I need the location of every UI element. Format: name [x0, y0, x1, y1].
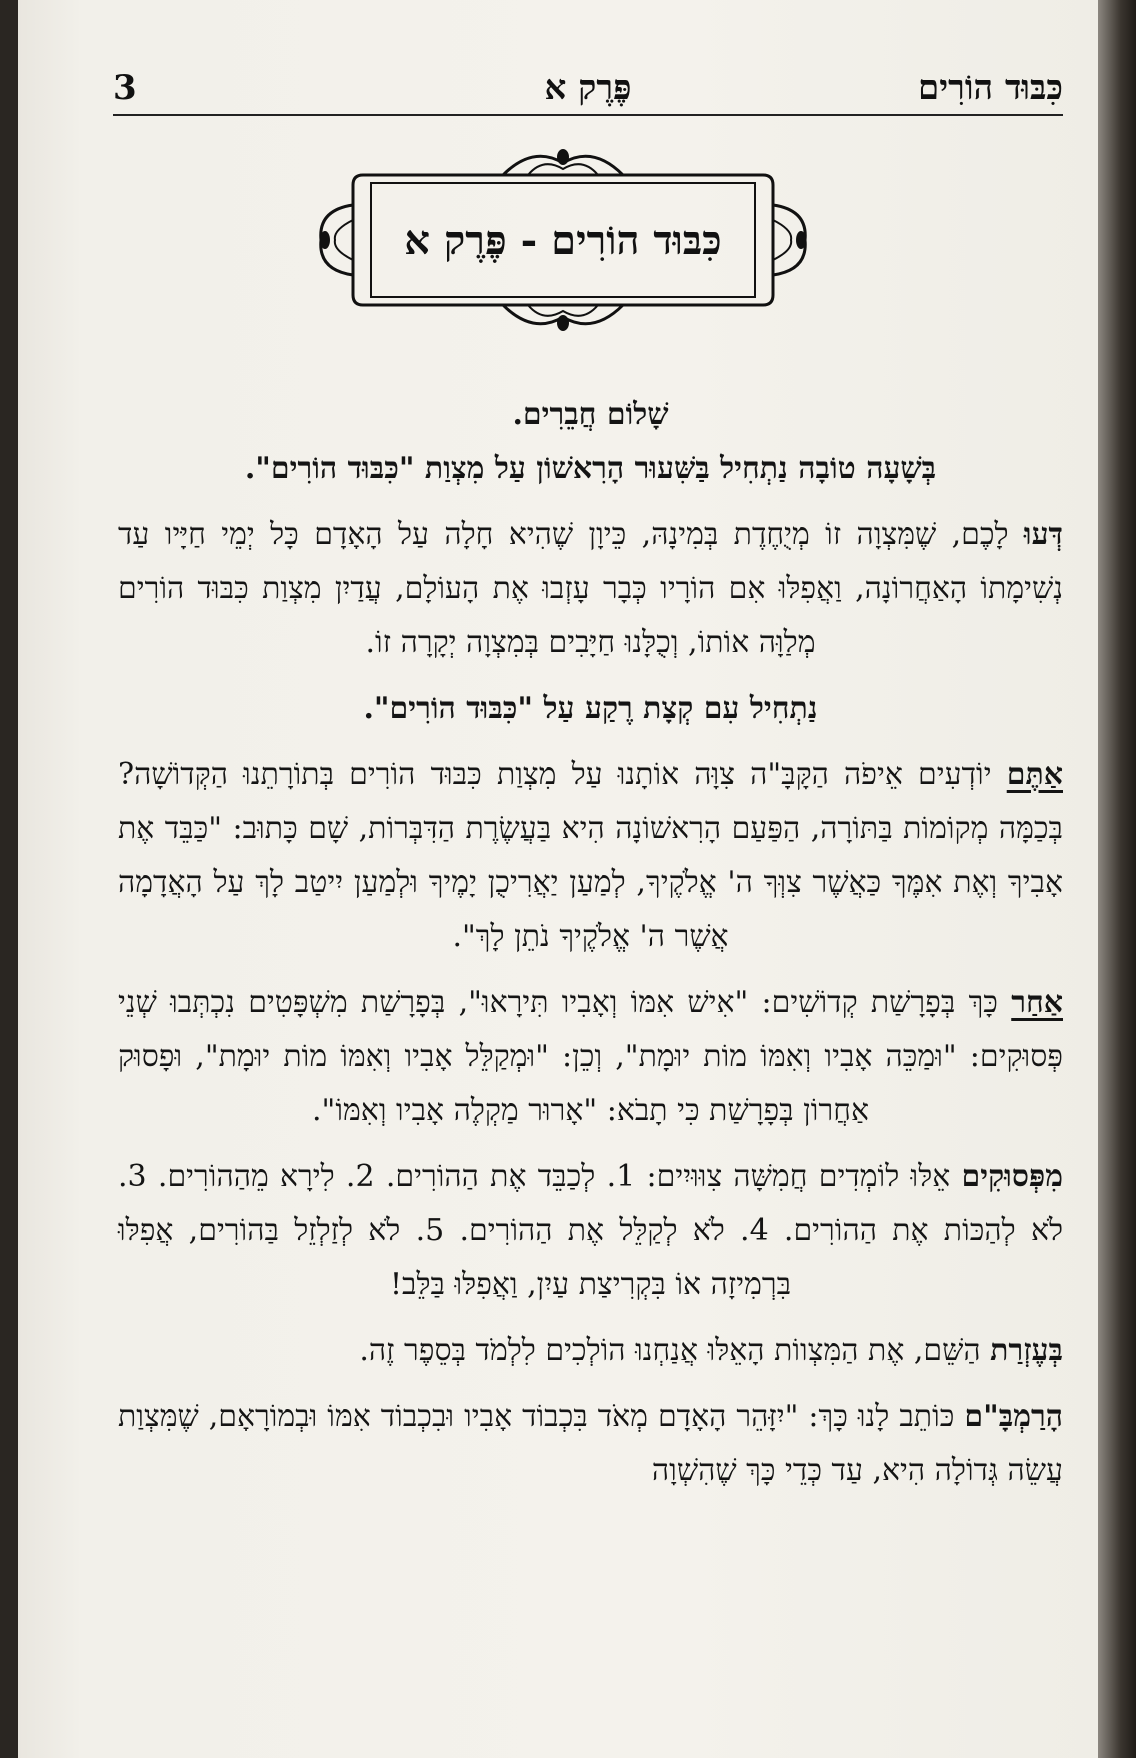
book-title: כִּבּוּד הוֹרִים	[918, 68, 1063, 108]
paragraph-4-text: אֵלּוּ לוֹמְדִים חֲמִשָּׁה צִוּוּיִים: 1. לְכַבֵּד אֶת הַהוֹרִים. 2. לִירָא מֵהַהוֹרִים. 3. לֹא לְהַכּוֹת אֶת הַהוֹרִים. 4. לֹא לְקַלֵּל אֶת הַהוֹרִים. 5. לֹא לְזַלְזֵל בַּהוֹרִים, אֲפִלּוּ בִּרְמִיזָה אוֹ בִּקְרִיצַת עַיִן, וַאֲפִלּוּ בַּלֵּב!	[118, 1159, 1063, 1302]
paragraph-3-text: כָּךְ בְּפָרָשַׁת קְדוֹשִׁים: "אִישׁ אִמּוֹ וְאָבִיו תִּירָאוּ", בְּפָרָשַׁת מִשְׁפָּטִים נִכְתְּבוּ שְׁנֵי פְּסוּקִים: "וּמַכֵּה אָבִיו וְאִמּוֹ מוֹת יוּמָת", וְכֵן: "וּמְקַלֵּל אָבִיו וְאִמּוֹ מוֹת יוּמָת", וּפָסוּק אַחֲרוֹן בְּפָרָשַׁת כִּי תָבֹא: "אָרוּר מַקְלֶה אָבִיו וְאִמּוֹ".	[118, 985, 1063, 1128]
subheading: נַתְחִיל עִם קְצָת רֶקַע עַל "כִּבּוּד הוֹרִים".	[363, 691, 818, 726]
intro-line: בְּשָׁעָה טוֹבָה נַתְחִיל בַּשִּׁעוּר הָרִאשׁוֹן עַל מִצְוַת "כִּבּוּד הוֹרִים".	[244, 451, 937, 486]
paragraph-5	[118, 1324, 1063, 1378]
paragraph-2	[118, 748, 1063, 964]
paragraph-3-lead: אַחַר	[1011, 985, 1063, 1020]
paragraph-6-text: כּוֹתֵב לָנוּ כָּךְ: "יִזָּהֵר הָאָדָם מְאֹד בִּכְבוֹד אָבִיו וּבִכְבוֹד אִמּוֹ וּבְמוֹרָאָם, שֶׁמִּצְוַת עֲשֵׂה גְּדוֹלָה הִיא, עַד כְּדֵי כָּךְ שֶׁהִשְׁוָה	[118, 1399, 1063, 1488]
greeting: שָׁלוֹם חֲבֵרִים.	[512, 397, 669, 432]
paragraph-5-lead: בְּעֶזְרַת	[990, 1333, 1063, 1368]
paragraph-1	[118, 508, 1063, 670]
ornamental-frame-icon	[303, 135, 823, 345]
frame-title: כִּבּוּד הוֹרִים - פֶּרֶק א	[404, 216, 722, 264]
header-rule	[113, 114, 1063, 116]
page-number: 3	[113, 68, 137, 108]
book-spine-edge	[1098, 0, 1136, 1758]
paragraph-1-text: לָכֶם, שֶׁמִּצְוָה זוֹ מְיֻחֶדֶת בְּמִינָהּ, כֵּיוָן שֶׁהִיא חָלָה עַל הָאָדָם כָּל יְמֵי חַיָּיו עַד נְשִׁימָתוֹ הָאַחֲרוֹנָה, וַאֲפִלּוּ אִם הוֹרָיו כְּבָר עָזְבוּ אֶת הָעוֹלָם, עֲדַיִן מִצְוַת כִּבּוּד הוֹרִים מְלַוָּה אוֹתוֹ, וְכֻלָּנוּ חַיָּבִים בְּמִצְוָה יְקָרָה זוֹ.	[118, 517, 1063, 660]
paragraph-4	[118, 1150, 1063, 1312]
book-page	[18, 0, 1098, 1758]
paragraph-6	[118, 1390, 1063, 1498]
page-body	[118, 388, 1063, 1498]
chapter-label: פֶּרֶק א	[544, 68, 632, 108]
paragraph-6-lead: הָרַמְבָּ"ם	[964, 1399, 1063, 1434]
paragraph-1-lead: דְּעוּ	[1023, 517, 1063, 552]
paragraph-4-lead: מִפְּסוּקִים	[961, 1159, 1063, 1194]
paragraph-2-lead: אַתֶּם	[1006, 757, 1063, 792]
paragraph-3	[118, 976, 1063, 1138]
paragraph-5-text: הַשֵּׁם, אֶת הַמִּצְווֹת הָאֵלּוּ אֲנַחְנוּ הוֹלְכִים לִלְמֹד בְּסֵפֶר זֶה.	[359, 1333, 991, 1368]
paragraph-2-text: יוֹדְעִים אֵיפֹה הַקָּבָּ"ה צִוָּה אוֹתָנוּ עַל מִצְוַת כִּבּוּד הוֹרִים בְּתוֹרָתֵנוּ הַקְּדוֹשָׁה? בְּכַמָּה מְקוֹמוֹת בַּתּוֹרָה, הַפַּעַם הָרִאשׁוֹנָה הִיא בַּעֲשֶׂרֶת הַדִּבְּרוֹת, שָׁם כָּתוּב: "כַּבֵּד אֶת אָבִיךָ וְאֶת אִמֶּךָ כַּאֲשֶׁר צִוְּךָ ה' אֱלֹקֶיךָ, לְמַעַן יַאֲרִיכֻן יָמֶיךָ וּלְמַעַן יִיטַב לָךְ עַל הָאֲדָמָה אֲשֶׁר ה' אֱלֹקֶיךָ נֹתֵן לָךְ".	[118, 757, 1063, 954]
running-header	[113, 60, 1063, 112]
